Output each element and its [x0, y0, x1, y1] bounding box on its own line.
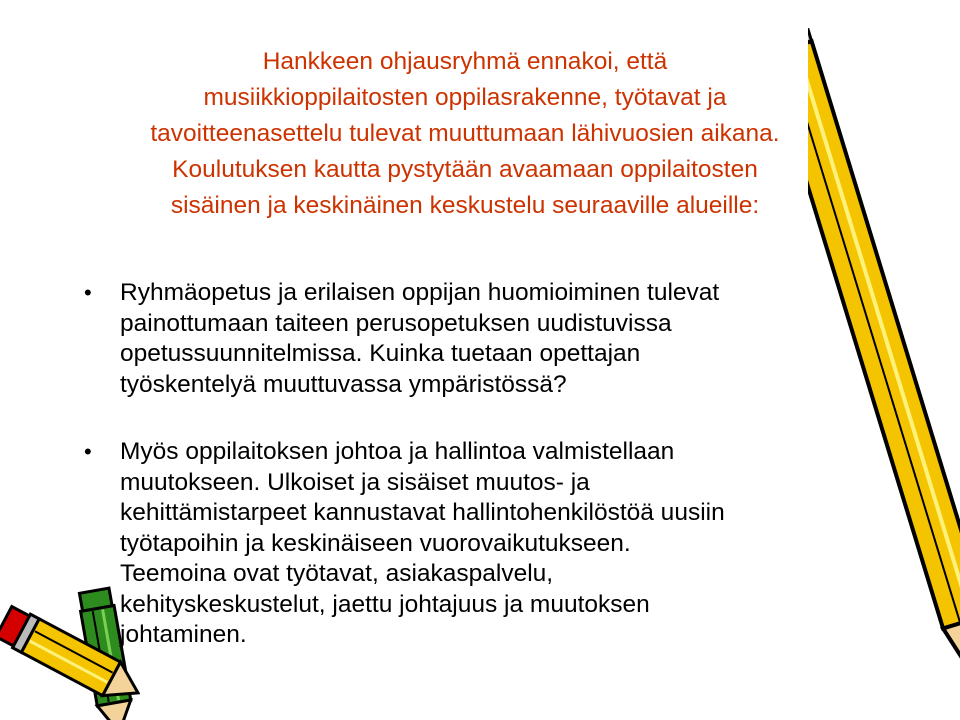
list-item	[80, 437, 840, 651]
intro-line: musiikkioppilaitosten oppilasrakenne, työtavat ja	[203, 84, 727, 111]
intro-line: Hankkeen ohjausryhmä ennakoi, että	[262, 48, 668, 75]
intro-line: tavoitteenasettelu tulevat muuttumaan lähivuosien aikana.	[150, 120, 780, 147]
bullet-text-line: kehittämistarpeet kannustavat hallintohenkilöstöä uusiin	[120, 499, 725, 526]
bullet-text-line: Myös oppilaitoksen johtoa ja hallintoa valmistellaan	[120, 438, 675, 465]
bullet-text-line: opetussuunnitelmissa. Kuinka tuetaan opettajan	[120, 340, 641, 367]
bullet-text-line: Ryhmäopetus ja erilaisen oppijan huomioiminen tulevat	[120, 279, 720, 306]
bullet-text-line: painottumaan taiteen perusopetuksen uudistuvissa	[120, 309, 672, 337]
bullet-text-line: työtapoihin ja keskinäiseen vuorovaikutukseen.	[120, 529, 631, 557]
bullet-list	[80, 278, 840, 688]
bullet-text-line: työskentelyä muuttuvassa ympäristössä?	[120, 370, 567, 398]
bullet-icon: •	[84, 280, 92, 305]
bullet-text-line: kehityskeskustelut, jaettu johtajuus ja muutoksen	[120, 590, 650, 618]
bullet-text-line: muutokseen. Ulkoiset ja sisäiset muutos- ja	[120, 468, 590, 496]
bullet-icon: •	[84, 439, 92, 464]
intro-line: sisäinen ja keskinäinen keskustelu seuraaville alueille:	[170, 192, 760, 219]
bullet-text-line: johtaminen.	[120, 621, 247, 648]
intro-line: Koulutuksen kautta pystytään avaamaan oppilaitosten	[172, 156, 758, 183]
list-item	[80, 278, 840, 400]
bullet-text-line: Teemoina ovat työtavat, asiakaspalvelu,	[120, 560, 554, 587]
intro-paragraph	[100, 44, 830, 224]
